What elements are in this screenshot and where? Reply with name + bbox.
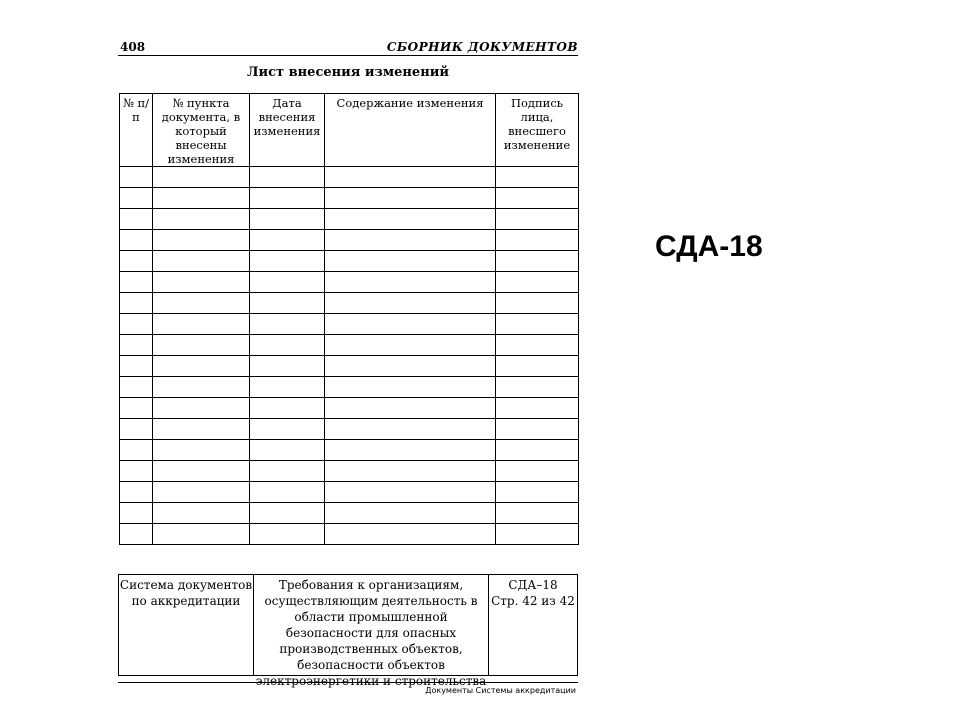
table-cell bbox=[120, 188, 153, 209]
table-row bbox=[120, 251, 579, 272]
table-cell bbox=[325, 419, 496, 440]
table-row bbox=[120, 419, 579, 440]
table-row bbox=[120, 461, 579, 482]
table-cell bbox=[325, 209, 496, 230]
table-cell bbox=[153, 419, 250, 440]
table-cell bbox=[325, 167, 496, 188]
table-cell bbox=[250, 314, 325, 335]
column-header-clause: № пункта документа, в который внесены изменения bbox=[153, 94, 250, 167]
column-header-date: Дата внесения изменения bbox=[250, 94, 325, 167]
table-cell bbox=[250, 377, 325, 398]
table-cell bbox=[120, 293, 153, 314]
table-cell bbox=[325, 251, 496, 272]
table-cell bbox=[496, 188, 579, 209]
table-cell bbox=[153, 230, 250, 251]
table-cell bbox=[120, 167, 153, 188]
table-cell bbox=[496, 272, 579, 293]
table-cell bbox=[250, 398, 325, 419]
running-title: СБОРНИК ДОКУМЕНТОВ bbox=[386, 40, 578, 54]
table-cell bbox=[250, 440, 325, 461]
table-cell bbox=[153, 440, 250, 461]
table-cell bbox=[120, 524, 153, 545]
table-cell bbox=[496, 377, 579, 398]
table-cell bbox=[325, 482, 496, 503]
table-cell bbox=[153, 335, 250, 356]
table-cell bbox=[496, 335, 579, 356]
table-cell bbox=[120, 314, 153, 335]
table-row bbox=[120, 377, 579, 398]
footer-page: Стр. 42 из 42 bbox=[491, 594, 575, 608]
table-cell bbox=[153, 503, 250, 524]
table-cell bbox=[250, 482, 325, 503]
table-row bbox=[120, 272, 579, 293]
table-cell bbox=[250, 293, 325, 314]
table-row bbox=[120, 230, 579, 251]
table-cell bbox=[153, 188, 250, 209]
document-footer-block bbox=[118, 574, 578, 688]
table-cell bbox=[120, 440, 153, 461]
table-cell bbox=[153, 167, 250, 188]
table-row bbox=[120, 335, 579, 356]
table-cell bbox=[496, 209, 579, 230]
table-cell bbox=[153, 482, 250, 503]
table-cell bbox=[250, 461, 325, 482]
sheet-title: Лист внесения изменений bbox=[246, 65, 449, 80]
table-cell bbox=[153, 272, 250, 293]
table-cell bbox=[496, 398, 579, 419]
table-cell bbox=[120, 377, 153, 398]
table-cell bbox=[250, 524, 325, 545]
table-cell bbox=[250, 188, 325, 209]
table-cell bbox=[250, 335, 325, 356]
table-cell bbox=[250, 167, 325, 188]
table-cell bbox=[250, 230, 325, 251]
table-cell bbox=[325, 335, 496, 356]
table-cell bbox=[153, 251, 250, 272]
table-cell bbox=[250, 251, 325, 272]
table-cell bbox=[496, 230, 579, 251]
page-number: 408 bbox=[120, 40, 146, 54]
table-cell bbox=[120, 461, 153, 482]
table-cell bbox=[153, 356, 250, 377]
bottom-rule bbox=[118, 682, 578, 683]
table-cell bbox=[496, 440, 579, 461]
table-cell bbox=[325, 230, 496, 251]
table-cell bbox=[325, 524, 496, 545]
table-cell bbox=[250, 419, 325, 440]
table-cell bbox=[325, 461, 496, 482]
changes-table bbox=[119, 93, 579, 545]
table-row bbox=[120, 293, 579, 314]
table-cell bbox=[120, 230, 153, 251]
document-code-label: СДА-18 bbox=[655, 230, 763, 263]
table-cell bbox=[250, 272, 325, 293]
table-cell bbox=[325, 188, 496, 209]
table-row bbox=[120, 314, 579, 335]
table-cell bbox=[496, 251, 579, 272]
table-cell bbox=[496, 524, 579, 545]
table-row bbox=[120, 398, 579, 419]
table-cell bbox=[496, 503, 579, 524]
table-cell bbox=[496, 293, 579, 314]
footer-code: СДА–18 bbox=[508, 578, 558, 592]
table-cell bbox=[120, 398, 153, 419]
table-row bbox=[120, 167, 579, 188]
bottom-caption: Документы Системы аккредитации bbox=[425, 686, 576, 695]
column-header-number: № п/п bbox=[120, 94, 153, 167]
table-cell bbox=[153, 377, 250, 398]
table-cell bbox=[325, 398, 496, 419]
footer-document-title: Требования к организациям, осуществляющим деятельность в области промышленной безопасности для опасных производственных объектов, безопасности объектов электроэнергетики и строительства bbox=[254, 575, 489, 675]
table-body bbox=[120, 167, 579, 545]
table-cell bbox=[325, 272, 496, 293]
table-row bbox=[120, 503, 579, 524]
table-cell bbox=[120, 272, 153, 293]
table-cell bbox=[120, 335, 153, 356]
table-cell bbox=[496, 482, 579, 503]
header-rule bbox=[118, 55, 578, 56]
table-cell bbox=[120, 209, 153, 230]
table-cell bbox=[120, 251, 153, 272]
table-cell bbox=[120, 503, 153, 524]
table-cell bbox=[325, 440, 496, 461]
table-cell bbox=[153, 524, 250, 545]
table-cell bbox=[496, 461, 579, 482]
table-cell bbox=[325, 293, 496, 314]
column-header-signature: Подпись лица, внесшего изменение bbox=[496, 94, 579, 167]
table-cell bbox=[153, 398, 250, 419]
table-cell bbox=[153, 314, 250, 335]
table-row bbox=[120, 440, 579, 461]
table-cell bbox=[325, 377, 496, 398]
table-cell bbox=[250, 503, 325, 524]
table-cell bbox=[153, 209, 250, 230]
table-cell bbox=[496, 314, 579, 335]
table-cell bbox=[325, 356, 496, 377]
table-row bbox=[120, 188, 579, 209]
table-cell bbox=[120, 482, 153, 503]
table-cell bbox=[496, 167, 579, 188]
table-cell bbox=[250, 356, 325, 377]
table-cell bbox=[250, 209, 325, 230]
table-row bbox=[120, 524, 579, 545]
footer-system-name: Система документов по аккредитации bbox=[119, 575, 254, 675]
table-header-row bbox=[120, 94, 579, 167]
column-header-content: Содержание изменения bbox=[325, 94, 496, 167]
table-cell bbox=[120, 356, 153, 377]
table-cell bbox=[325, 314, 496, 335]
footer-document-id bbox=[489, 575, 577, 675]
table-cell bbox=[325, 503, 496, 524]
table-cell bbox=[153, 293, 250, 314]
table-row bbox=[120, 482, 579, 503]
table-cell bbox=[153, 461, 250, 482]
table-row bbox=[120, 356, 579, 377]
table-row bbox=[120, 209, 579, 230]
table-cell bbox=[496, 419, 579, 440]
table-cell bbox=[120, 419, 153, 440]
table-cell bbox=[496, 356, 579, 377]
